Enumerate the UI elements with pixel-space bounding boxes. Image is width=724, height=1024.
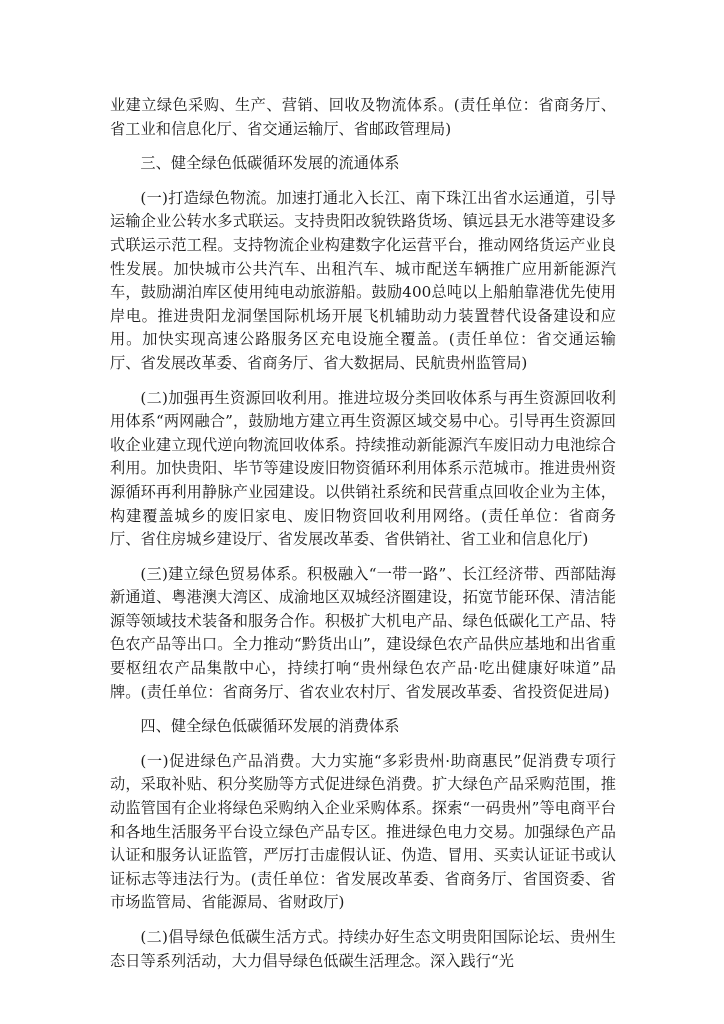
paragraph-recycling: (二)加强再生资源回收利用。推进垃圾分类回收体系与再生资源回收利用体系“两网融合”，鼓励地方建立再生资源区域交易中心。引导再生资源回收企业建立现代逆向物流回收体系。持续推动新能源汽车废旧动力电池综合利用。加快贵阳、毕节等建设废旧物资循环利用体系示范城市。推进贵州资源循环再利用静脉产业园建设。以供销社系统和民营重点回收企业为主体，构建覆盖城乡的废旧家电、废旧物资回收利用网络。(责任单位：省商务厅、省住房城乡建设厅、省发展改革委、省供销社、省工业和信息化厅) [110, 388, 616, 549]
paragraph-green-trade: (三)建立绿色贸易体系。积极融入“一带一路”、长江经济带、西部陆海新通道、粤港澳大湾区、成渝地区双城经济圈建设，拓宽节能环保、清洁能源等领域技术装备和服务合作。积极扩大机电产品、绿色低碳化工产品、特色农产品等出口。全力推动“黔货出山”，建设绿色农产品供应基地和出省重要枢纽农产品集散中心，持续打响“贵州绿色农产品·吃出健康好味道”品牌。(责任单位：省商务厅、省农业农村厅、省发展改革委、省投资促进局) [110, 564, 616, 701]
paragraph-green-logistics: (一)打造绿色物流。加速打通北入长江、南下珠江出省水运通道，引导运输企业公转水多式联运。支持贵阳改貌铁路货场、镇远县无水港等建设多式联运示范工程。支持物流企业构建数字化运营平台，推动网络货运产业良性发展。加快城市公共汽车、出租汽车、城市配送车辆推广应用新能源汽车，鼓励湖泊库区使用纯电动旅游船。鼓励400总吨以上船舶靠港优先使用岸电。推进贵阳龙洞堡国际机场开展飞机辅助动力装置替代设备建设和应用。加快实现高速公路服务区充电设施全覆盖。(责任单位：省交通运输厅、省发展改革委、省商务厅、省大数据局、民航贵州监管局) [110, 188, 616, 372]
paragraph-continuation: 业建立绿色采购、生产、营销、回收及物流体系。(责任单位：省商务厅、省工业和信息化厅、省交通运输厅、省邮政管理局) [110, 96, 616, 138]
section-heading-4: 四、健全绿色低碳循环发展的消费体系 [140, 717, 400, 736]
paragraph-green-consumption: (一)促进绿色产品消费。大力实施“多彩贵州·助商惠民”促消费专项行动，采取补贴、积分奖励等方式促进绿色消费。扩大绿色产品采购范围，推动监管国有企业将绿色采购纳入企业采购体系。探索“一码贵州”等电商平台和各地生活服务平台设立绿色产品专区。推进绿色电力交易。加强绿色产品认证和服务认证监管，严厉打击虚假认证、伪造、冒用、买卖认证证书或认证标志等违法行为。(责任单位：省发展改革委、省商务厅、省国资委、省市场监管局、省能源局、省财政厅) [110, 751, 616, 912]
section-heading-3: 三、健全绿色低碳循环发展的流通体系 [140, 154, 400, 173]
paragraph-green-lifestyle: (二)倡导绿色低碳生活方式。持续办好生态文明贵阳国际论坛、贵州生态日等系列活动，大力倡导绿色低碳生活理念。深入践行“光 [110, 928, 616, 970]
